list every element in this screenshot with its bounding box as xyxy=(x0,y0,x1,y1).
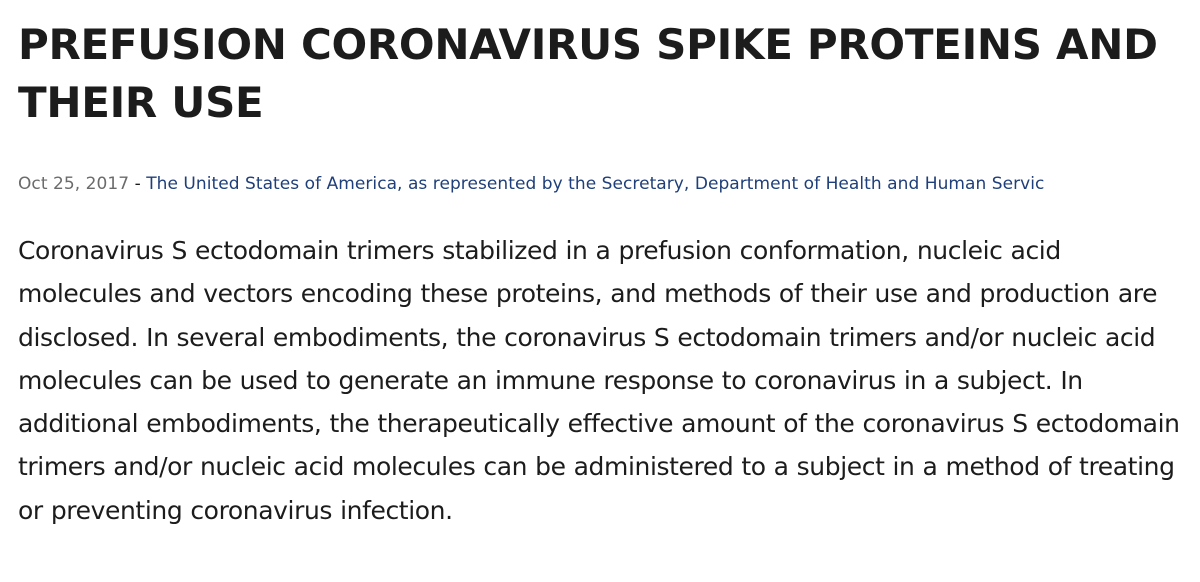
patent-title[interactable]: PREFUSION CORONAVIRUS SPIKE PROTEINS AND THEIR USE xyxy=(18,20,1158,127)
patent-abstract: Coronavirus S ectodomain trimers stabilized in a prefusion conformation, nucleic acid molecules and vectors encoding these proteins, and methods of their use and production are disclosed. In several embodiments, the coronavirus S ectodomain trimers and/or nucleic acid molecules can be used to generate an immune response to coronavirus in a subject. In additional embodiments, the therapeutically effective amount of the coronavirus S ectodomain trimers and/or nucleic acid molecules can be administered to a subject in a method of treating or preventing coronavirus infection. xyxy=(18,236,1180,525)
patent-meta-line xyxy=(18,171,1193,197)
assignee-link[interactable]: The United States of America, as represented by the Secretary, Department of Health and Human Servic xyxy=(146,174,1045,194)
meta-separator: - xyxy=(129,174,147,194)
filing-date: Oct 25, 2017 xyxy=(18,174,130,194)
